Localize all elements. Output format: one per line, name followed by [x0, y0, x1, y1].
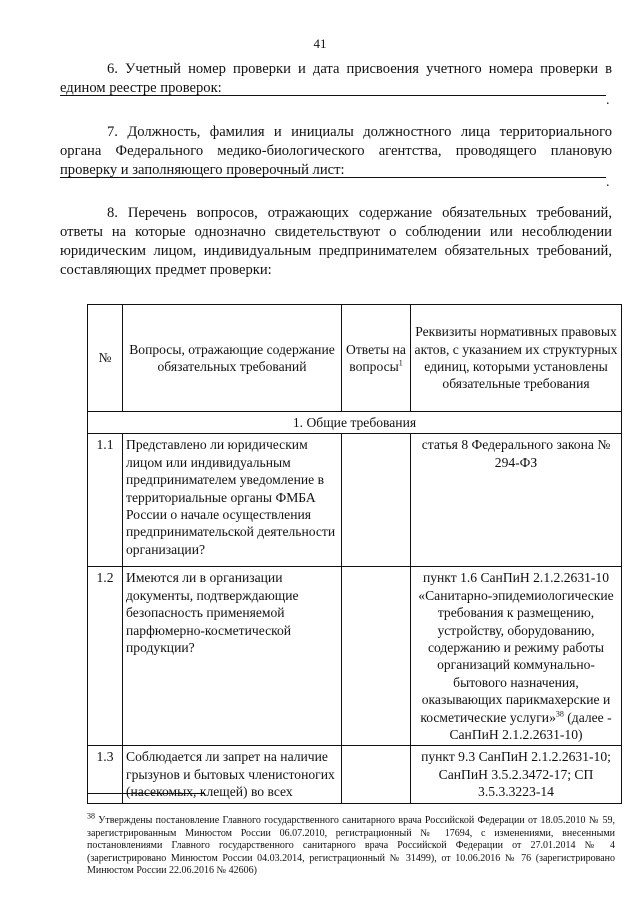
footnote	[87, 811, 615, 878]
header-answers-footnote-ref: 1	[398, 358, 403, 368]
header-answers-text: Ответы на вопросы	[346, 341, 406, 374]
item-6-paragraph	[60, 60, 612, 98]
item-6-text: 6. Учетный номер проверки и дата присвоения учетного номера проверки в едином реестре проверок:	[60, 61, 612, 96]
item-7-text: 7. Должность, фамилия и инициалы должностного лица территориального органа Федерального медико-биологического агентства, проводящего плановую проверку и заполняющего проверочный лист:	[60, 124, 612, 178]
footnote-text: Утверждены постановление Главного государственного санитарного врача Российской Федерации от 18.05.2010 № 59, зарегистрированным Минюстом России 06.07.2010, регистрационный № 17694, с изменениями, внесенными постановлениями Главного государственного санитарного врача Российской Федерации от 27.01.2014 № 4 (зарегистрировано Минюстом России 04.03.2014, регистрационный № 31499), от 10.06.2016 № 76 (зарегистрировано Минюстом России 22.06.2016 № 42606)	[87, 815, 615, 876]
row-answer-cell[interactable]	[342, 567, 411, 746]
header-answers	[342, 305, 411, 412]
item-7-paragraph	[60, 123, 612, 180]
table-row	[88, 567, 622, 746]
table-row	[88, 434, 622, 567]
section-row	[88, 412, 622, 434]
section-title: 1. Общие требования	[88, 412, 622, 434]
item-7-end-dot: .	[606, 175, 610, 190]
table-row	[88, 746, 622, 803]
row-requisites-text: пункт 1.6 СанПиН 2.1.2.2631-10 «Санитарно-эпидемиологические требования к размещению, устройству, оборудованию, содержанию и режиму работы организаций коммунально-бытового назначения, оказывающих парикмахерские и косметические услуги»	[418, 570, 614, 725]
item-6-end-dot: .	[606, 93, 610, 108]
row-requisites	[411, 567, 622, 746]
row-question: Представлено ли юридическим лицом или индивидуальным предпринимателем уведомление в территориальные органы ФМБА России о начале осуществления предпринимательской деятельности организации?	[123, 434, 342, 567]
row-question: Имеются ли в организации документы, подтверждающие безопасность применяемой парфюмерно-косметической продукции?	[123, 567, 342, 746]
item-8-text: 8. Перечень вопросов, отражающих содержание обязательных требований, ответы на которые однозначно свидетельствуют о соблюдении или несоблюдении юридическим лицом, индивидуальным предпринимателем обязательных требований, составляющих предмет проверки:	[60, 205, 612, 278]
row-question: Соблюдается ли запрет на наличие грызунов и бытовых членистоногих (насекомых, клещей) во всех	[123, 746, 342, 803]
row-requisites-footnote-ref: 38	[555, 709, 564, 719]
item-8-paragraph	[60, 204, 612, 280]
page-number: 41	[313, 36, 327, 51]
row-requisites-tail: (далее - СанПиН 2.1.2.2631-10)	[449, 709, 612, 743]
row-requisites	[411, 434, 622, 567]
row-number: 1.3	[88, 746, 123, 803]
row-number: 1.1	[88, 434, 123, 567]
row-number: 1.2	[88, 567, 123, 746]
item-7-fill-line	[60, 177, 606, 178]
item-6-fill-line	[60, 95, 606, 96]
footnote-separator	[87, 793, 205, 794]
row-answer-cell[interactable]	[342, 746, 411, 803]
row-requisites	[411, 746, 622, 803]
row-answer-cell[interactable]	[342, 434, 411, 567]
table-header-row	[88, 305, 622, 412]
row-requisites-text: пункт 9.3 СанПиН 2.1.2.2631-10; СанПиН 3.5.2.3472-17; СП 3.5.3.3223-14	[421, 749, 611, 800]
header-requisites: Реквизиты нормативных правовых актов, с указанием их структурных единиц, которыми установлены обязательные требования	[411, 305, 622, 412]
requirements-table	[87, 304, 622, 804]
header-num: №	[88, 305, 123, 412]
header-questions: Вопросы, отражающие содержание обязательных требований	[123, 305, 342, 412]
footnote-marker: 38	[87, 811, 95, 821]
row-requisites-text: статья 8 Федерального закона № 294-ФЗ	[421, 437, 611, 470]
